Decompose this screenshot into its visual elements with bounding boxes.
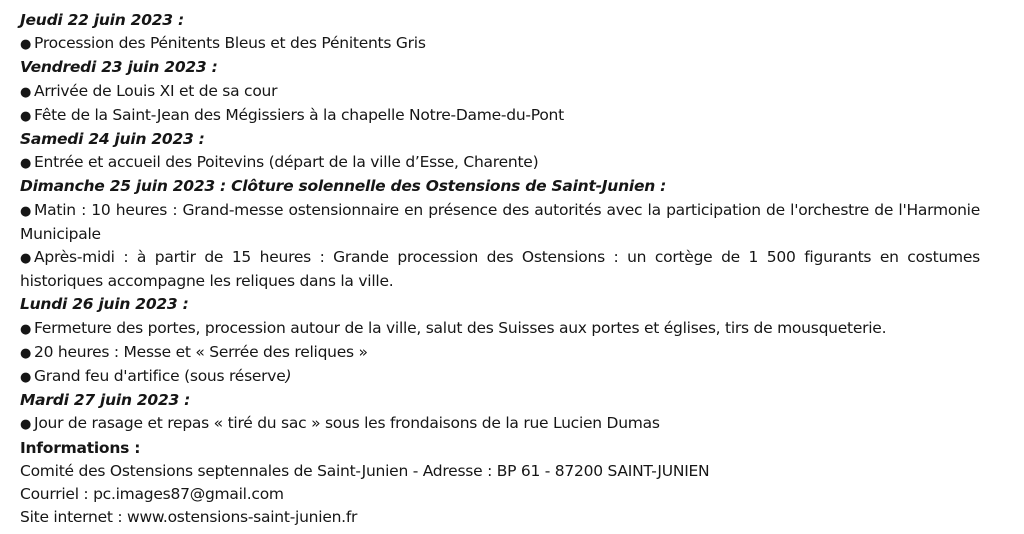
informations-heading: Informations :: [20, 438, 141, 457]
program-item-text-closing: ): [285, 367, 292, 386]
bullet-icon: ●: [20, 345, 32, 361]
program-item-text: Grand feu d'artifice (sous réserve: [34, 367, 286, 386]
program-item-text: Arrivée de Louis XI et de sa cour: [34, 81, 278, 100]
bullet-icon: ●: [20, 84, 32, 100]
program-item: [20, 32, 980, 56]
day-heading-mardi: Mardi 27 juin 2023 :: [20, 391, 191, 410]
day-heading-jeudi: Jeudi 22 juin 2023 :: [20, 11, 184, 29]
bullet-icon: ●: [20, 156, 32, 172]
day-heading-dimanche: Dimanche 25 juin 2023 : Clôture solennelle des Ostensions de Saint-Junien :: [20, 177, 667, 196]
info-website: Site internet : www.ostensions-saint-junien.fr: [20, 508, 358, 527]
program-item-text: Jour de rasage et repas « tiré du sac » sous les frondaisons de la rue Lucien Dumas: [34, 414, 660, 433]
program-item-text: Entrée et accueil des Poitevins (départ de la ville d’Esse, Charente): [34, 153, 539, 172]
program-item-text: Fête de la Saint-Jean des Mégissiers à la chapelle Notre-Dame-du-Pont: [34, 105, 564, 124]
program-item: [20, 199, 980, 246]
day-heading-lundi: Lundi 26 juin 2023 :: [20, 295, 189, 314]
program-item: [20, 151, 980, 175]
program-item: [20, 317, 980, 341]
info-email: Courriel : pc.images87@gmail.com: [20, 485, 284, 504]
day-heading-samedi: Samedi 24 juin 2023 :: [20, 130, 205, 149]
bullet-icon: ●: [20, 108, 32, 124]
program-item-text: Procession des Pénitents Bleus et des Pénitents Gris: [34, 34, 426, 53]
program-item: [20, 365, 980, 389]
bullet-icon: ●: [20, 251, 32, 267]
bullet-icon: ●: [20, 370, 32, 386]
program-item: [20, 246, 980, 293]
bullet-icon: ●: [20, 417, 32, 433]
program-item-text: Matin : 10 heures : Grand-messe ostensionnaire en présence des autorités avec la participation de l'orchestre de l'Harmonie Municipale: [20, 200, 980, 243]
day-heading-vendredi: Vendredi 23 juin 2023 :: [20, 58, 218, 77]
program-item: [20, 341, 980, 365]
program-item-text: Après-midi : à partir de 15 heures : Grande procession des Ostensions : un cortège de 1 500 figurants en costumes historiques accompagne les reliques dans la ville.: [20, 248, 980, 291]
bullet-icon: ●: [20, 203, 32, 219]
program-item: [20, 412, 980, 436]
program-document: [20, 9, 980, 529]
info-address: Comité des Ostensions septennales de Saint-Junien - Adresse : BP 61 - 87200 SAINT-JUNIEN: [20, 461, 710, 480]
bullet-icon: ●: [20, 37, 32, 53]
program-item: [20, 80, 980, 104]
program-item: [20, 104, 980, 128]
bullet-icon: ●: [20, 321, 32, 337]
program-item-text: 20 heures : Messe et « Serrée des reliques »: [34, 342, 368, 361]
program-item-text: Fermeture des portes, procession autour de la ville, salut des Suisses aux portes et églises, tirs de mousqueterie.: [34, 318, 887, 337]
